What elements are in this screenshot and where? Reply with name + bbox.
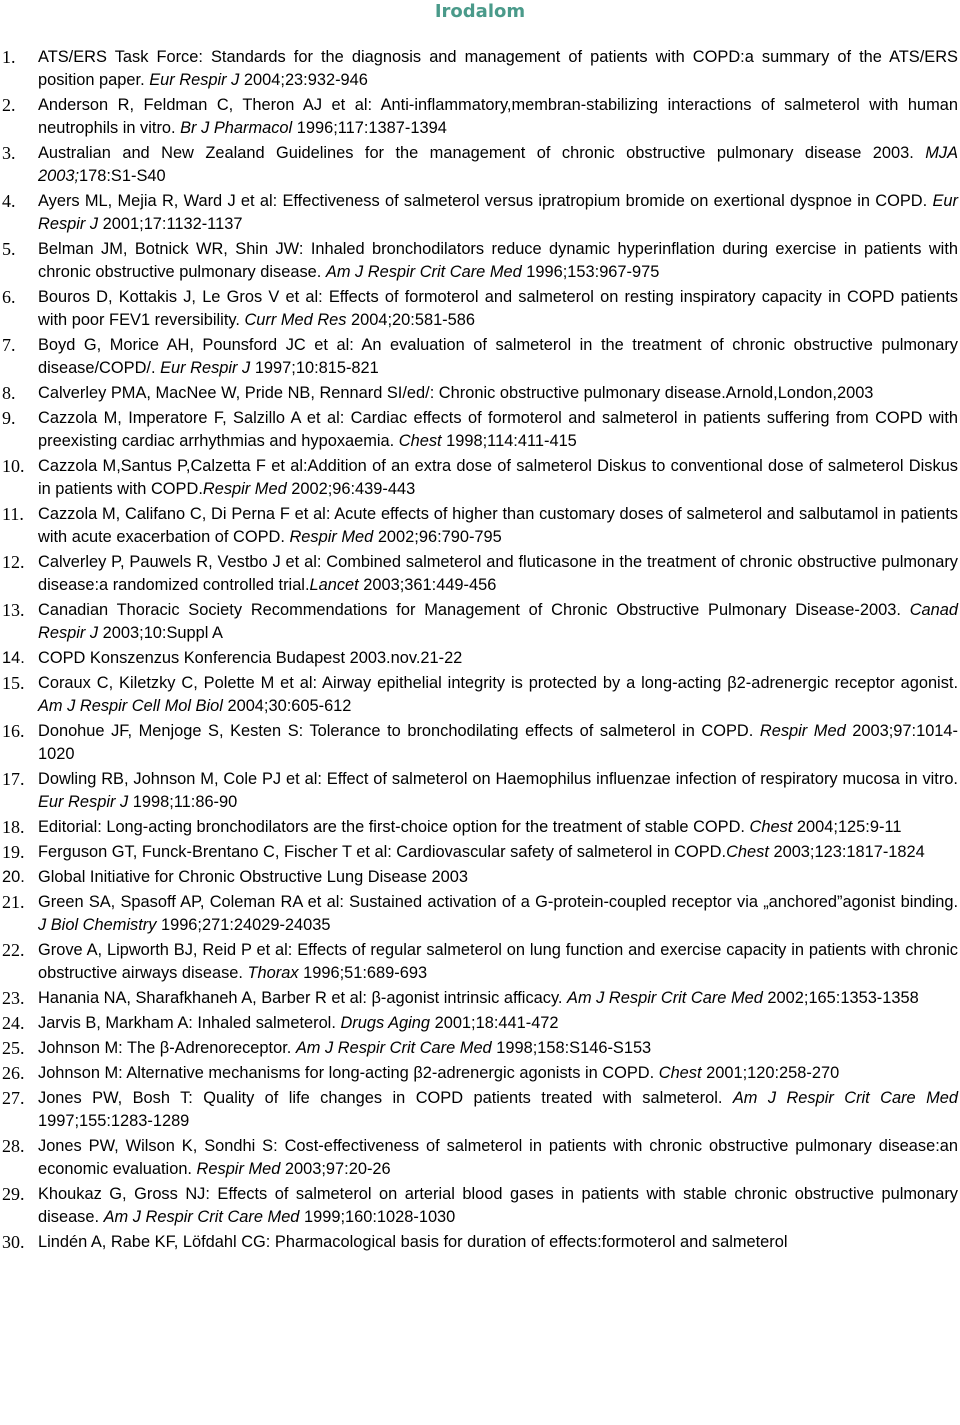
- reference-volume-pages: 1997;10:815-821: [250, 359, 379, 377]
- reference-item: [0, 551, 958, 597]
- reference-item: [0, 1037, 958, 1060]
- reference-text: [38, 941, 958, 982]
- reference-item: [0, 720, 958, 766]
- reference-citation: Global Initiative for Chronic Obstructive Lung Disease 2003: [38, 868, 469, 886]
- reference-journal: Chest: [658, 1064, 702, 1082]
- reference-text: [38, 144, 958, 185]
- reference-volume-pages: 1996;153:967-975: [521, 263, 660, 281]
- reference-citation: Johnson M: Alternative mechanisms for long-acting β2-adrenergic agonists in COPD.: [38, 1064, 659, 1082]
- reference-number: 18.: [2, 817, 25, 837]
- reference-number: 10.: [2, 456, 25, 476]
- reference-citation: Dowling RB, Johnson M, Cole PJ et al: Effect of salmeterol on Haemophilus influenzae infection of respiratory mucosa in vitro.: [38, 770, 958, 788]
- reference-text: [38, 843, 925, 861]
- reference-text: [38, 288, 958, 329]
- reference-number: 1.: [2, 47, 16, 67]
- reference-journal: Respir Med: [196, 1160, 281, 1178]
- reference-citation: Jones PW, Wilson K, Sondhi S: Cost-effectiveness of salmeterol in patients with chronic obstructive pulmonary disease:an economic evaluation.: [38, 1137, 958, 1178]
- reference-citation: Cazzola M,Santus P,Calzetta F et al:Addition of an extra dose of salmeterol Diskus to conventional dose of salmeterol Diskus in patients with COPD.: [38, 457, 958, 498]
- reference-number: 17.: [2, 769, 25, 789]
- reference-text: [38, 409, 958, 450]
- reference-item: [0, 599, 958, 645]
- reference-volume-pages: 2001;120:258-270: [701, 1064, 840, 1082]
- reference-list: [0, 46, 958, 1256]
- reference-number: 14.: [2, 649, 25, 667]
- reference-text: [38, 336, 958, 377]
- reference-item: [0, 1087, 958, 1133]
- reference-item: [0, 407, 958, 453]
- reference-item: [0, 286, 958, 332]
- reference-volume-pages: 2003;10:Suppl A: [98, 624, 223, 642]
- reference-volume-pages: 2004;125:9-11: [792, 818, 902, 836]
- reference-item: [0, 142, 958, 188]
- reference-number: 3.: [2, 143, 16, 163]
- reference-number: 25.: [2, 1038, 25, 1058]
- reference-item: [0, 1062, 958, 1085]
- reference-journal: Am J Respir Crit Care Med: [325, 263, 522, 281]
- reference-volume-pages: 2001;18:441-472: [430, 1014, 559, 1032]
- reference-volume-pages: 1996;117:1387-1394: [292, 119, 447, 137]
- reference-journal: Am J Respir Crit Care Med: [103, 1208, 300, 1226]
- reference-journal: Eur Respir J: [149, 71, 240, 89]
- reference-volume-pages: 1997;155:1283-1289: [38, 1112, 190, 1130]
- reference-citation: Ayers ML, Mejia R, Ward J et al: Effectiveness of salmeterol versus ipratropium bromide on exertional dyspnoe in COPD.: [38, 192, 933, 210]
- reference-citation: Australian and New Zealand Guidelines for the management of chronic obstructive pulmonary disease 2003.: [38, 144, 926, 162]
- reference-text: [38, 192, 958, 233]
- reference-text: [38, 1014, 559, 1032]
- reference-text: [38, 674, 958, 715]
- reference-text: [38, 1089, 958, 1130]
- reference-item: [0, 647, 958, 670]
- reference-volume-pages: 2003;97:20-26: [280, 1160, 391, 1178]
- reference-citation: Donohue JF, Menjoge S, Kesten S: Tolerance to bronchodilating effects of salmeterol in COPD.: [38, 722, 760, 740]
- reference-journal: Chest: [749, 818, 793, 836]
- reference-item: [0, 46, 958, 92]
- reference-text: [38, 893, 958, 934]
- reference-number: 27.: [2, 1088, 25, 1108]
- reference-citation: Jarvis B, Markham A: Inhaled salmeterol.: [38, 1014, 341, 1032]
- reference-text: [38, 818, 901, 836]
- reference-item: [0, 866, 958, 889]
- reference-citation: COPD Konszenzus Konferencia Budapest 2003.nov.21-22: [38, 649, 463, 667]
- reference-volume-pages: 2002;96:790-795: [373, 528, 502, 546]
- reference-journal: J Biol Chemistry: [38, 916, 157, 934]
- reference-text: [38, 1233, 788, 1251]
- reference-volume-pages: 2001;17:1132-1137: [98, 215, 243, 233]
- reference-number: 13.: [2, 600, 25, 620]
- reference-number: 2.: [2, 95, 16, 115]
- reference-citation: Bouros D, Kottakis J, Le Gros V et al: Effects of formoterol and salmeterol on resting inspiratory capacity in COPD patients with poor FEV1 reversibility.: [38, 288, 958, 329]
- reference-text: [38, 1064, 839, 1082]
- reference-number: 22.: [2, 940, 25, 960]
- reference-item: [0, 382, 958, 405]
- reference-citation: Lindén A, Rabe KF, Löfdahl CG: Pharmacological basis for duration of effects:formoterol and salmeterol: [38, 1233, 788, 1251]
- reference-text: [38, 1039, 651, 1057]
- reference-text: [38, 649, 462, 667]
- reference-text: [38, 1137, 958, 1178]
- reference-text: [38, 989, 919, 1007]
- reference-journal: Am J Respir Crit Care Med: [732, 1089, 958, 1107]
- reference-item: [0, 841, 958, 864]
- reference-citation: ATS/ERS Task Force: Standards for the diagnosis and management of patients with COPD:a summary of the ATS/ERS position paper.: [38, 48, 958, 89]
- reference-number: 7.: [2, 335, 16, 355]
- reference-journal: Eur Respir J: [160, 359, 251, 377]
- reference-journal: Chest: [398, 432, 442, 450]
- reference-item: [0, 1183, 958, 1229]
- reference-number: 21.: [2, 892, 25, 912]
- reference-citation: Johnson M: The β-Adrenoreceptor.: [38, 1039, 296, 1057]
- reference-item: [0, 455, 958, 501]
- reference-volume-pages: 2004;23:932-946: [239, 71, 368, 89]
- reference-volume-pages: 2002;165:1353-1358: [762, 989, 919, 1007]
- reference-journal: Eur Respir J: [38, 793, 129, 811]
- reference-volume-pages: 1999;160:1028-1030: [299, 1208, 456, 1226]
- reference-citation: Belman JM, Botnick WR, Shin JW: Inhaled bronchodilators reduce dynamic hyperinflation during exercise in patients with chronic obstructive pulmonary disease.: [38, 240, 958, 281]
- reference-journal: Respir Med: [202, 480, 287, 498]
- reference-journal: Thorax: [247, 964, 299, 982]
- reference-text: [38, 48, 958, 89]
- reference-number: 26.: [2, 1063, 25, 1083]
- reference-item: [0, 238, 958, 284]
- reference-citation: Calverley PMA, MacNee W, Pride NB, Rennard SI/ed/: Chronic obstructive pulmonary disease.Arnold,London,2003: [38, 384, 874, 402]
- reference-item: [0, 334, 958, 380]
- reference-item: [0, 190, 958, 236]
- reference-number: 15.: [2, 673, 25, 693]
- reference-journal: MJA 2003;: [38, 144, 958, 185]
- reference-volume-pages: 1998;11:86-90: [128, 793, 238, 811]
- reference-number: 9.: [2, 408, 16, 428]
- reference-volume-pages: 1998;158:S146-S153: [491, 1039, 652, 1057]
- reference-volume-pages: 2004;30:605-612: [222, 697, 352, 715]
- reference-number: 8.: [2, 383, 16, 403]
- reference-volume-pages: 2003;97:1014-1020: [38, 722, 958, 763]
- reference-citation: Jones PW, Bosh T: Quality of life changes in COPD patients treated with salmeterol.: [38, 1089, 733, 1107]
- reference-citation: Canadian Thoracic Society Recommendations for Management of Chronic Obstructive Pulmonary Disease-2003.: [38, 601, 910, 619]
- reference-number: 24.: [2, 1013, 25, 1033]
- reference-number: 30.: [2, 1232, 25, 1252]
- reference-citation: Grove A, Lipworth BJ, Reid P et al: Effects of regular salmeterol on lung function and exercise capacity in patients with chronic obstructive airways disease.: [38, 941, 958, 982]
- reference-text: [38, 457, 958, 498]
- reference-volume-pages: 178:S1-S40: [79, 167, 166, 185]
- reference-text: [38, 96, 958, 137]
- reference-citation: Calverley P, Pauwels R, Vestbo J et al: Combined salmeterol and fluticasone in the treatment of chronic obstructive pulmonary disease:a randomized controlled trial.: [38, 553, 958, 594]
- reference-number: 23.: [2, 988, 25, 1008]
- reference-number: 12.: [2, 552, 25, 572]
- reference-journal: Br J Pharmacol: [180, 119, 293, 137]
- reference-citation: Editorial: Long-acting bronchodilators are the first-choice option for the treatment of stable COPD.: [38, 818, 750, 836]
- reference-citation: Coraux C, Kiletzky C, Polette M et al: Airway epithelial integrity is protected by a long-acting β2-adrenergic receptor agonist.: [38, 674, 958, 692]
- reference-journal: Am J Respir Crit Care Med: [567, 989, 763, 1007]
- reference-citation: Anderson R, Feldman C, Theron AJ et al: Anti-inflammatory,membran-stabilizing interactions of salmeterol with human neutrophils in vitro.: [38, 96, 958, 137]
- reference-item: [0, 768, 958, 814]
- reference-volume-pages: 2004;20:581-586: [346, 311, 475, 329]
- reference-journal: Respir Med: [759, 722, 846, 740]
- reference-citation: Cazzola M, Califano C, Di Perna F et al: Acute effects of higher than customary doses of salmeterol and salbutamol in patients with acute exacerbation of COPD.: [38, 505, 958, 546]
- reference-volume-pages: 1996;271:24029-24035: [156, 916, 331, 934]
- reference-journal: Lancet: [309, 576, 359, 594]
- reference-journal: Am J Respir Cell Mol Biol: [38, 697, 223, 715]
- reference-text: [38, 722, 958, 763]
- reference-text: [38, 770, 958, 811]
- reference-item: [0, 987, 958, 1010]
- reference-item: [0, 672, 958, 718]
- reference-journal: Curr Med Res: [244, 311, 347, 329]
- reference-text: [38, 505, 958, 546]
- reference-number: 20.: [2, 868, 25, 886]
- reference-citation: Ferguson GT, Funck-Brentano C, Fischer T et al: Cardiovascular safety of salmeterol in COPD.: [38, 843, 727, 861]
- reference-text: [38, 1185, 958, 1226]
- reference-citation: Green SA, Spasoff AP, Coleman RA et al: Sustained activation of a G-protein-coupled receptor via „anchored”agonist binding.: [38, 893, 958, 911]
- reference-item: [0, 939, 958, 985]
- reference-text: [38, 553, 958, 594]
- reference-item: [0, 1135, 958, 1181]
- reference-volume-pages: 1998;114:411-415: [441, 432, 577, 450]
- reference-citation: Hanania NA, Sharafkhaneh A, Barber R et al: β-agonist intrinsic afficacy.: [38, 989, 568, 1007]
- reference-number: 29.: [2, 1184, 25, 1204]
- reference-text: [38, 240, 958, 281]
- reference-volume-pages: 2002;96:439-443: [286, 480, 416, 498]
- reference-journal: Canad Respir J: [38, 601, 958, 642]
- page-title: Irodalom: [434, 1, 526, 22]
- reference-number: 16.: [2, 721, 25, 741]
- reference-journal: Drugs Aging: [340, 1014, 431, 1032]
- reference-item: [0, 94, 958, 140]
- reference-citation: Boyd G, Morice AH, Pounsford JC et al: An evaluation of salmeterol in the treatment of chronic obstructive pulmonary disease/COPD/.: [38, 336, 958, 377]
- reference-journal: Chest: [726, 843, 769, 861]
- reference-item: [0, 503, 958, 549]
- reference-number: 6.: [2, 287, 16, 307]
- reference-item: [0, 816, 958, 839]
- reference-number: 11.: [2, 504, 24, 524]
- reference-number: 5.: [2, 239, 16, 259]
- reference-journal: Respir Med: [289, 528, 374, 546]
- reference-number: 28.: [2, 1136, 25, 1156]
- reference-volume-pages: 2003;361:449-456: [358, 576, 497, 594]
- reference-text: [38, 384, 873, 402]
- reference-journal: Am J Respir Crit Care Med: [295, 1039, 492, 1057]
- reference-journal: Eur Respir J: [38, 192, 958, 233]
- reference-volume-pages: 2003;123:1817-1824: [768, 843, 925, 861]
- reference-citation: Cazzola M, Imperatore F, Salzillo A et al: Cardiac effects of formoterol and salmeterol in patients suffering from COPD with preexisting cardiac arrhythmias and hypoxaemia.: [38, 409, 958, 450]
- reference-number: 19.: [2, 842, 25, 862]
- reference-item: [0, 1012, 958, 1035]
- reference-text: [38, 601, 958, 642]
- reference-citation: Khoukaz G, Gross NJ: Effects of salmeterol on arterial blood gases in patients with stable chronic obstructive pulmonary disease.: [38, 1185, 958, 1226]
- reference-item: [0, 1231, 958, 1254]
- reference-text: [38, 868, 468, 886]
- reference-number: 4.: [2, 191, 16, 211]
- reference-item: [0, 891, 958, 937]
- reference-volume-pages: 1996;51:689-693: [298, 964, 428, 982]
